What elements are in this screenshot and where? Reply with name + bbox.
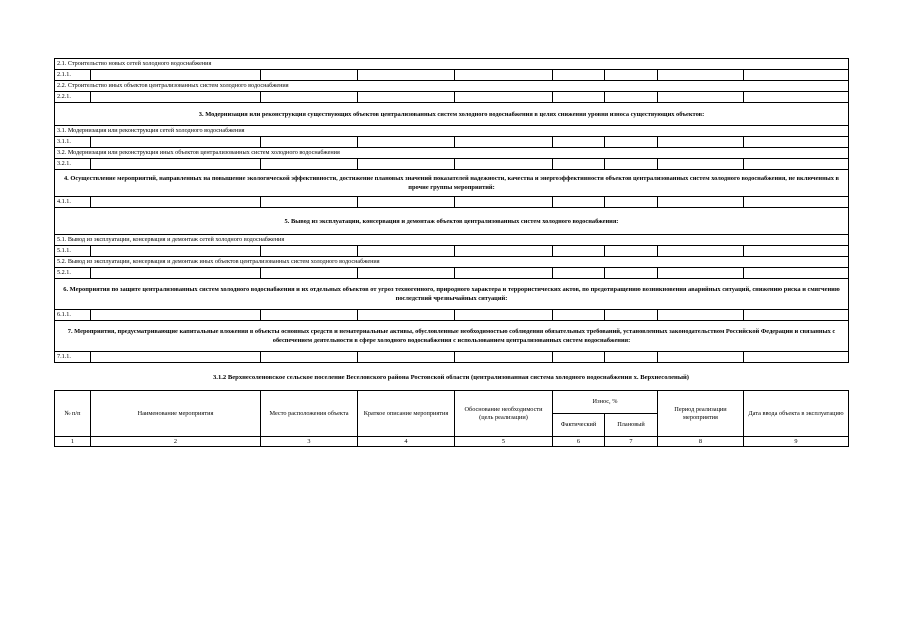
subgroup-title: 5.2. Вывод из эксплуатации, консервация и демонтаж иных объектов централизованных систем холодного водоснабжения [55,257,849,268]
empty-cell [658,246,744,257]
column-number: 2 [91,437,261,447]
empty-cell [553,246,605,257]
item-row [55,159,849,170]
subgroup-row [55,257,849,268]
empty-cell [91,92,261,103]
empty-cell [455,92,553,103]
item-code: 5.1.1. [55,246,91,257]
header-description: Краткое описание мероприятия [358,391,455,437]
item-code: 2.1.1. [55,70,91,81]
empty-cell [605,137,658,148]
header-location: Место расположения объекта [261,391,358,437]
item-row [55,352,849,363]
header-name: Наименование мероприятия [91,391,261,437]
empty-cell [553,92,605,103]
group-heading: 6. Мероприятия по защите централизованных систем холодного водоснабжения и их отдельных объектов от угроз техногенного, природного характера и террористических актов, по предотвращению возникновения аварийных ситуаций, снижению риска и смягчению последствий чрезвычайных ситуаций: [55,279,849,310]
empty-cell [605,197,658,208]
empty-cell [261,352,358,363]
empty-cell [744,310,849,321]
header-justification: Обоснование необходимости (цель реализации) [455,391,553,437]
empty-cell [744,137,849,148]
empty-cell [455,159,553,170]
empty-cell [605,352,658,363]
header-commission-date: Дата ввода объекта в эксплуатацию [744,391,849,437]
empty-cell [744,70,849,81]
item-code: 5.2.1. [55,268,91,279]
empty-cell [658,197,744,208]
empty-cell [455,137,553,148]
column-number: 3 [261,437,358,447]
header-number: № п/п [55,391,91,437]
empty-cell [261,92,358,103]
empty-cell [553,70,605,81]
empty-cell [553,352,605,363]
empty-cell [91,137,261,148]
subgroup-row [55,148,849,159]
empty-cell [605,70,658,81]
column-number: 9 [744,437,849,447]
item-code: 6.1.1. [55,310,91,321]
empty-cell [91,70,261,81]
empty-cell [744,352,849,363]
group-heading-row [55,321,849,352]
empty-cell [358,92,455,103]
column-number: 6 [553,437,605,447]
empty-cell [358,268,455,279]
item-row [55,268,849,279]
empty-cell [744,268,849,279]
subgroup-title: 2.1. Строительство новых сетей холодного водоснабжения [55,59,849,70]
group-heading-row [55,103,849,126]
empty-cell [91,268,261,279]
empty-cell [455,268,553,279]
header-table [54,390,849,447]
subgroup-title: 3.1. Модернизация или реконструкция сетей холодного водоснабжения [55,126,849,137]
empty-cell [358,310,455,321]
empty-cell [455,197,553,208]
group-heading-row [55,208,849,235]
empty-cell [91,310,261,321]
empty-cell [261,159,358,170]
empty-cell [455,352,553,363]
empty-cell [455,70,553,81]
empty-cell [605,92,658,103]
column-number: 7 [605,437,658,447]
empty-cell [358,137,455,148]
empty-cell [261,310,358,321]
group-heading: 4. Осуществление мероприятий, направленных на повышение экологической эффективности, достижение плановых значений показателей надежности, качества и энергоэффективности объектов централизованных систем холодного водоснабжения, не включенных в прочие группы мероприятий: [55,170,849,197]
group-heading: 3. Модернизация или реконструкция существующих объектов централизованных систем холодного водоснабжения в целях снижения уровня износа существующих объектов: [55,103,849,126]
column-number: 4 [358,437,455,447]
empty-cell [658,92,744,103]
item-row [55,197,849,208]
subgroup-row [55,235,849,246]
document-page [54,58,848,447]
group-heading: 5. Вывод из эксплуатации, консервация и демонтаж объектов централизованных систем холодного водоснабжения: [55,208,849,235]
empty-cell [658,159,744,170]
empty-cell [455,310,553,321]
empty-cell [553,137,605,148]
empty-cell [658,70,744,81]
empty-cell [658,268,744,279]
empty-cell [261,246,358,257]
empty-cell [658,352,744,363]
group-heading-row [55,170,849,197]
empty-cell [261,137,358,148]
header-wear-actual: Фактический [553,414,605,437]
empty-cell [553,197,605,208]
header-wear: Износ, % [553,391,658,414]
subgroup-title: 3.2. Модернизация или реконструкция иных объектов централизованных систем холодного водоснабжения [55,148,849,159]
empty-cell [358,197,455,208]
empty-cell [744,246,849,257]
empty-cell [261,197,358,208]
empty-cell [91,197,261,208]
section-subtitle: 3.1.2 Верхнесоленовское сельское поселение Веселовского района Ростовской области (централизованная система холодного водоснабжения х. Верхнесоленый) [213,374,689,381]
group-heading-row [55,279,849,310]
empty-cell [553,159,605,170]
item-row [55,246,849,257]
empty-cell [358,246,455,257]
empty-cell [605,310,658,321]
measures-table [54,58,849,363]
empty-cell [605,159,658,170]
empty-cell [744,197,849,208]
item-code: 3.1.1. [55,137,91,148]
empty-cell [605,246,658,257]
empty-cell [261,268,358,279]
empty-cell [358,352,455,363]
empty-cell [744,92,849,103]
empty-cell [744,159,849,170]
empty-cell [91,159,261,170]
column-number: 5 [455,437,553,447]
empty-cell [261,70,358,81]
empty-cell [553,268,605,279]
subgroup-row [55,59,849,70]
empty-cell [553,310,605,321]
column-number: 8 [658,437,744,447]
item-row [55,310,849,321]
empty-cell [358,70,455,81]
subgroup-title: 5.1. Вывод из эксплуатации, консервация и демонтаж сетей холодного водоснабжения [55,235,849,246]
item-row [55,92,849,103]
item-code: 3.2.1. [55,159,91,170]
item-row [55,137,849,148]
empty-cell [455,246,553,257]
header-wear-planned: Плановый [605,414,658,437]
subgroup-title: 2.2. Строительство иных объектов централизованных систем холодного водоснабжения [55,81,849,92]
empty-cell [91,352,261,363]
subgroup-row [55,126,849,137]
empty-cell [658,137,744,148]
empty-cell [91,246,261,257]
item-code: 7.1.1. [55,352,91,363]
header-period: Период реализации мероприятия [658,391,744,437]
empty-cell [658,310,744,321]
item-row [55,70,849,81]
empty-cell [358,159,455,170]
item-code: 2.2.1. [55,92,91,103]
subgroup-row [55,81,849,92]
column-number: 1 [55,437,91,447]
group-heading: 7. Мероприятия, предусматривающие капитальные вложения в объекты основных средств и нематериальные активы, обусловленные необходимостью соблюдения обязательных требований, установленных законодательством Российской Федерации и связанных с обеспечением деятельности в сфере холодного водоснабжения с использованием централизованных систем водоснабжения: [55,321,849,352]
empty-cell [605,268,658,279]
item-code: 4.1.1. [55,197,91,208]
